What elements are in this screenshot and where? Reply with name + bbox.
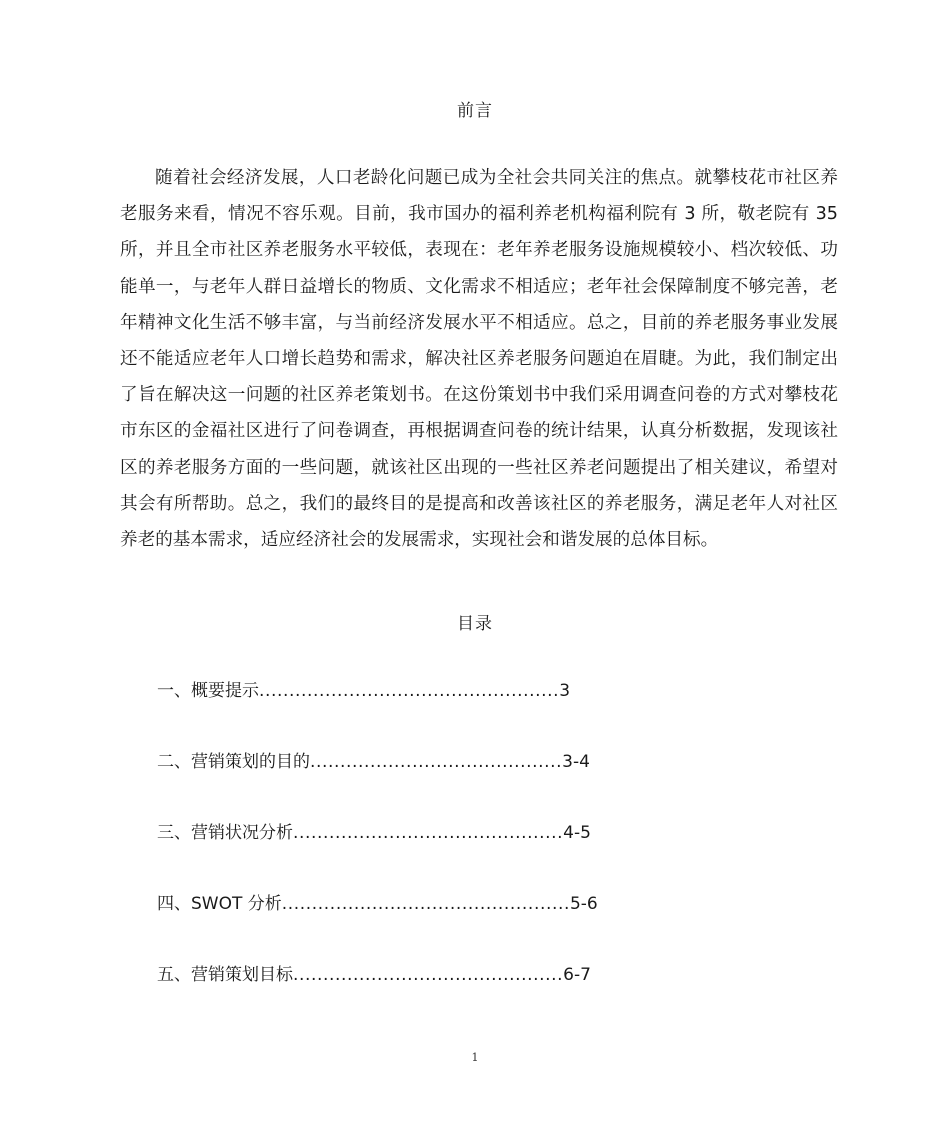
toc-item-pages: 3-4: [562, 752, 590, 772]
preface-title: 前言: [457, 101, 493, 121]
toc-item: [157, 820, 598, 891]
toc-item-label: 四、SWOT 分析: [157, 894, 282, 914]
toc-item: [157, 962, 598, 1033]
toc-item-pages: 4-5: [563, 823, 591, 843]
toc-item-pages: 6-7: [563, 965, 591, 985]
toc-item-leader: ..........................................: [310, 752, 563, 772]
toc-item: [157, 749, 598, 820]
page-number: 1: [471, 1051, 479, 1064]
toc-item-pages: 5-6: [569, 894, 598, 914]
toc-item-label: 二、营销策划的目的: [157, 752, 310, 772]
toc-item-label: 五、营销策划目标: [157, 965, 293, 985]
toc-title: 目录: [457, 614, 493, 634]
toc-item-leader: ................................................: [281, 894, 570, 914]
toc-item-leader: ..................................................: [259, 681, 560, 701]
toc-item: [157, 891, 598, 962]
toc-item-label: 一、概要提示: [157, 681, 259, 701]
toc-item-leader: .............................................: [293, 965, 564, 985]
toc-item-leader: .............................................: [293, 823, 564, 843]
toc-item-pages: 3: [559, 681, 571, 701]
preface-paragraph: 随着社会经济发展，人口老龄化问题已成为全社会共同关注的焦点。就攀枝花市社区养老服务来看，情况不容乐观。目前，我市国办的福利养老机构福利院有 3 所，敬老院有 35 所，并且全市社区养老服务水平较低，表现在：老年养老服务设施规模较小、档次较低、功能单一，与老年人群日益增长的物质、文化需求不相适应；老年社会保障制度不够完善，老年精神文化生活不够丰富，与当前经济发展水平不相适应。总之，目前的养老服务事业发展还不能适应老年人口增长趋势和需求，解决社区养老服务问题迫在眉睫。为此，我们制定出了旨在解决这一问题的社区养老策划书。在这份策划书中我们采用调查问卷的方式对攀枝花市东区的金福社区进行了问卷调查，再根据调查问卷的统计结果，认真分析数据，发现该社区的养老服务方面的一些问题，就该社区出现的一些社区养老问题提出了相关建议，希望对其会有所帮助。总之，我们的最终目的是提高和改善该社区的养老服务，满足老年人对社区养老的基本需求，适应经济社会的发展需求，实现社会和谐发展的总体目标。: [120, 168, 838, 551]
table-of-contents: [157, 678, 598, 1033]
toc-item: [157, 678, 598, 749]
toc-item-label: 三、营销状况分析: [157, 823, 293, 843]
